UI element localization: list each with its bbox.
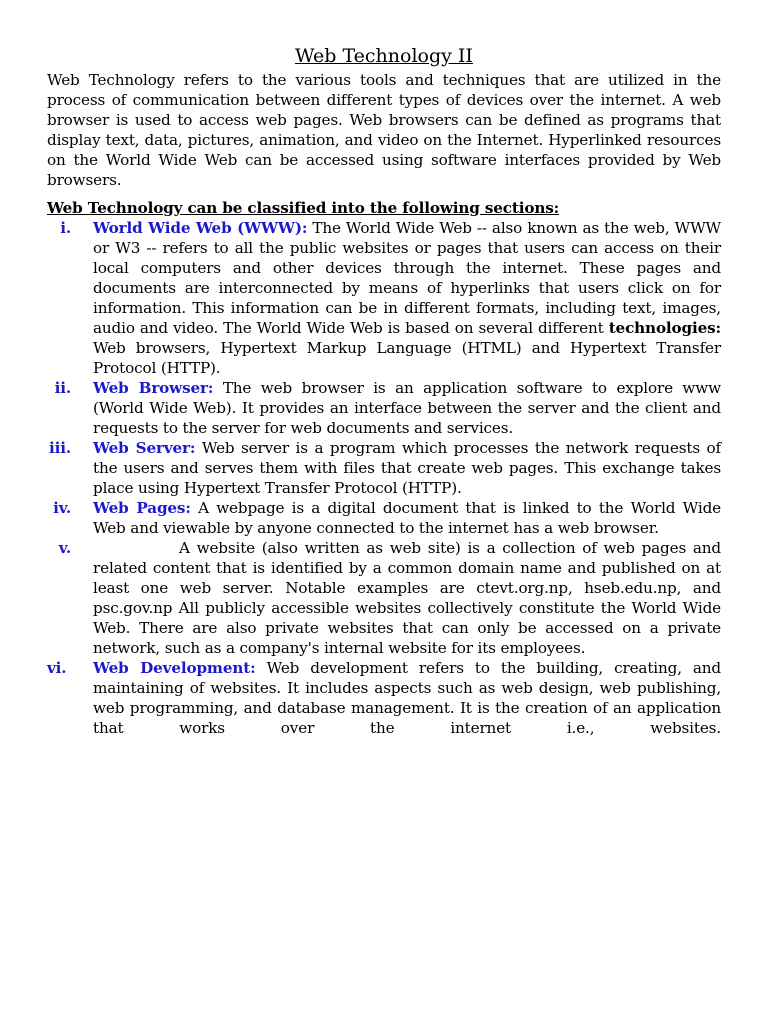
item-text: Web browsers, Hypertext Markup Language (HTML) and Hypertext Transfer Protocol (HTTP).: [93, 339, 721, 377]
list-item-web-pages: [47, 498, 721, 538]
intro-paragraph: Web Technology refers to the various tools and techniques that are utilized in the process of communication between different types of devices over the internet. A web browser is used to access web pages. Web browsers can be defined as programs that display text, data, pictures, animation, and video on the Internet. Hyperlinked resources on the World Wide Web can be accessed using software interfaces provided by Web browsers.: [47, 71, 721, 189]
list-numeral: vi.: [47, 659, 67, 677]
item-text: A webpage is a digital document that is linked to the World Wide Web and viewable by anyone connected to the internet has a web browser.: [93, 499, 721, 537]
list-item-web-server: [47, 438, 721, 498]
term-www: World Wide Web (WWW):: [93, 219, 308, 237]
term-web-browser: Web Browser:: [93, 379, 214, 397]
item-text: The World Wide Web -- also known as the web, WWW or W3 -- refers to all the public websites or pages that users can access on their local computers and other devices through the internet. These pages and documents are interconnected by means of hyperlinks that users click on for information. This information can be in different formats, including text, images, audio and video. The World Wide Web is based on several different: [93, 219, 721, 337]
list-numeral: iii.: [49, 439, 71, 457]
list-item-web-browser: [47, 378, 721, 438]
document-title: Web Technology II: [295, 45, 473, 67]
document-page: [47, 44, 721, 738]
item-text: Web server is a program which processes the network requests of the users and serves them with files that create web pages. This exchange takes place using Hypertext Transfer Protocol (HTTP).: [93, 439, 721, 497]
item-text: A website (also written as web site) is a collection of web pages and related content that is identified by a common domain name and published on at least one web server. Notable examples are ctevt.org.np, hseb.edu.np, and psc.gov.np All publicly accessible websites collectively constitute the World Wide Web. There are also private websites that can only be accessed on a private network, such as a company's internal website for its employees.: [93, 539, 721, 657]
list-item-website: [47, 538, 721, 658]
term-web-server: Web Server:: [93, 439, 196, 457]
list-item-www: [47, 218, 721, 378]
sections-list: [47, 218, 721, 738]
term-web-pages: Web Pages:: [93, 499, 191, 517]
item-text: The web browser is an application software to explore www (World Wide Web). It provides an interface between the server and the client and requests to the server for web documents and services.: [93, 379, 721, 437]
sections-heading: Web Technology can be classified into the following sections:: [47, 199, 560, 217]
list-item-web-development: [47, 658, 721, 738]
term-web-development: Web Development:: [93, 659, 256, 677]
bold-word-technologies: technologies:: [608, 319, 721, 337]
list-numeral: iv.: [53, 499, 71, 517]
list-numeral: v.: [58, 539, 71, 557]
list-numeral: i.: [60, 219, 71, 237]
item-text: Web development refers to the building, creating, and maintaining of websites. It includes aspects such as web design, web publishing, web programming, and database management. It is the creation of an application that works over the internet i.e., websites.: [93, 659, 721, 737]
list-numeral: ii.: [54, 379, 71, 397]
